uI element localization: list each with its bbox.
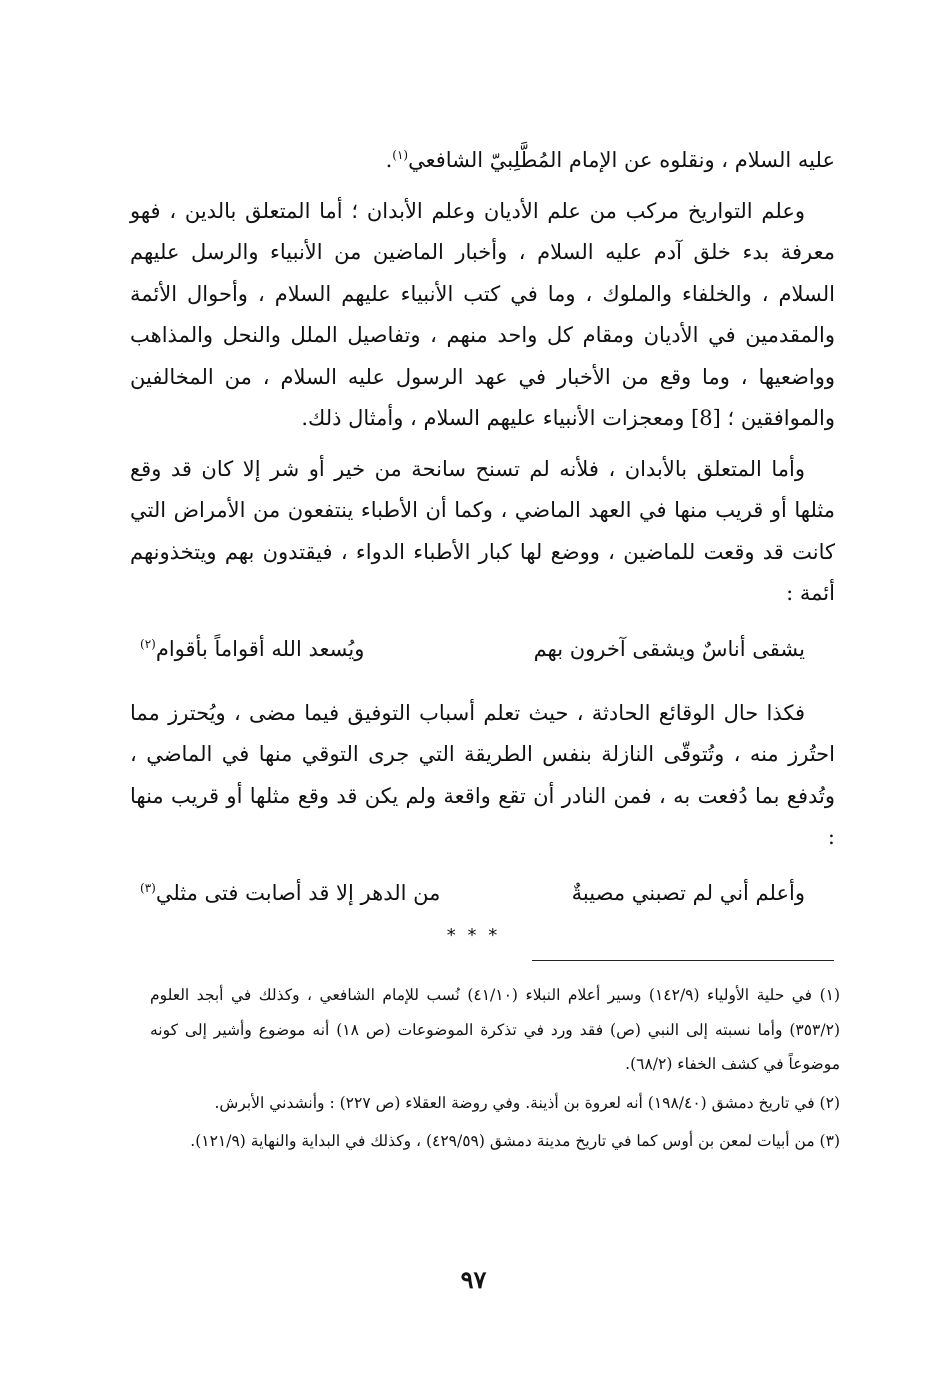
verse-second-hemistich-wrap [140, 629, 364, 669]
footnote: (٢) في تاريخ دمشق (١٩٨/٤٠) أنه لعروة بن أذينة. وفي روضة العقلاء (ص ٢٢٧) : وأنشدني الأبرش. [214, 1093, 840, 1112]
verse-second-hemistich: ويُسعد الله أقواماً بأقوام [155, 636, 365, 661]
page-number: ٩٧ [460, 1265, 487, 1294]
verse-second-hemistich-wrap [140, 873, 440, 913]
footnote-marker: (١) [392, 148, 409, 162]
footnotes [150, 978, 840, 1163]
footnote-marker: (٣) [140, 880, 156, 895]
section-separator: * * * [446, 925, 501, 946]
paragraph: عليه السلام ، ونقلوه عن الإمام المُطَّلِبيّ الشافعي$^{(١)}$. [385, 148, 835, 172]
paragraph: وأما المتعلق بالأبدان ، فلأنه لم تسنح سانحة من خير أو شر إلا كان قد وقع مثلها أو قريب منها في العهد الماضي ، وكما أن الأطباء ينتفعون من الأمراض التي كانت قد وقعت للماضين ، ووضع لها كبار الأطباء الدواء ، فيقتدون بهم ويتخذونهم أئمة : [130, 456, 835, 605]
footnote-marker: (٢) [140, 636, 156, 651]
paragraph: وعلم التواريخ مركب من علم الأديان وعلم الأبدان ؛ أما المتعلق بالدين ، فهو معرفة بدء خلق آدم عليه السلام ، وأخبار الماضين من الأنبياء والرسل عليهم السلام ، والخلفاء والملوك ، وما في كتب الأنبياء عليهم السلام ، وأحوال الأئمة والمقدمين في الأديان ومقام كل واحد منهم ، وتفاصيل الملل والنحل والمذاهب وواضعيها ، وما وقع من الأخبار في عهد الرسول عليه السلام ، من المخالفين والموافقين ؛ [8] ومعجزات الأنبياء عليهم السلام ، وأمثال ذلك. [130, 198, 836, 430]
main-text [130, 140, 835, 937]
footnote: (١) في حلية الأولياء (١٤٢/٩) وسير أعلام النبلاء (٤١/١٠) نُسب للإمام الشافعي ، وكذلك في أبجد العلوم (٣٥٣/٢) وأما نسبته إلى النبي (ص) فقد ورد في تذكرة الموضوعات (ص ١٨) أنه موضوع وأشير إلى كونه موضوعاً في كشف الخفاء (٦٨/٢). [150, 986, 841, 1073]
verse-second-hemistich: من الدهر إلا قد أصابت فتى مثلي [155, 880, 441, 905]
verse-first-hemistich: وأعلم أني لم تصبني مصيبةٌ [571, 880, 805, 905]
verse-line [140, 629, 805, 669]
footnote: (٣) من أبيات لمعن بن أوس كما في تاريخ مدينة دمشق (٤٢٩/٥٩) ، وكذلك في البداية والنهاية (١٢١/٩). [190, 1132, 840, 1150]
paragraph: فكذا حال الوقائع الحادثة ، حيث تعلم أسباب التوفيق فيما مضى ، ويُحترز مما احتُرز منه ، وتُتوقّى النازلة بنفس الطريقة التي جرى التوقي منها في الماضي ، وتُدفع بما دُفعت به ، فمن النادر أن تقع واقعة ولم يكن قد وقع مثلها أو قريب منها : [130, 700, 835, 849]
verse-first-hemistich: يشقى أناسٌ ويشقى آخرون بهم [533, 636, 805, 661]
verse-line [140, 873, 805, 913]
footnote-divider [532, 960, 834, 961]
